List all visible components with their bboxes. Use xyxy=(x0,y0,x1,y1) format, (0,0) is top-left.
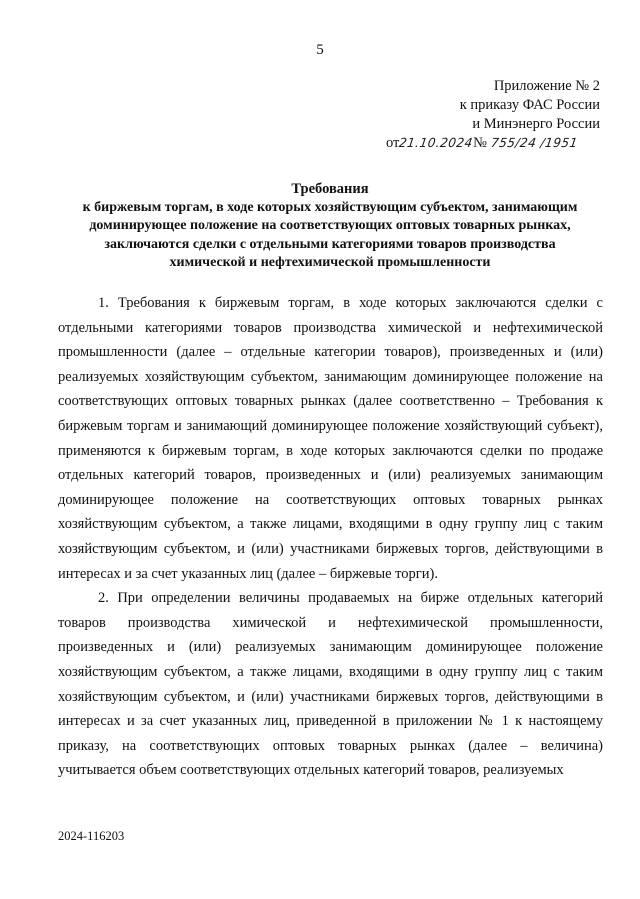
document-body xyxy=(58,291,603,783)
title-line: заключаются сделки с отдельными категориями товаров производства xyxy=(104,236,556,252)
handwritten-date: 21.10.2024 xyxy=(398,135,475,151)
document-title xyxy=(40,180,620,273)
title-line: к биржевым торгам, в ходе которых хозяйствующим субъектом, занимающим xyxy=(82,199,578,215)
appendix-order-line: к приказу ФАС России xyxy=(459,97,600,113)
title-heading: Требования xyxy=(291,181,369,197)
appendix-date-line xyxy=(370,134,600,153)
footer-document-code: 2024-116203 xyxy=(58,829,125,843)
title-line: доминирующее положение на соответствующих оптовых товарных рынках, xyxy=(89,218,571,233)
handwritten-number: 755/24 /1951 xyxy=(489,135,579,151)
title-line: химической и нефтехимической промышленности xyxy=(169,255,491,270)
paragraph-1: 1. Требования к биржевым торгам, в ходе которых заключаются сделки с отдельными категориями товаров производства химической и нефтехимической промышленности (далее – отдельные категории товаров), произведенных и (или) реализуемых хозяйствующим субъектом, занимающим доминирующее положение на соответствующих оптовых товарных рынках (далее соответственно – Требования к биржевым торгам и занимающий доминирующее положение хозяйствующий субъект), применяются к биржевым торгам, в ходе которых заключаются сделки по продаже отдельных категорий товаров, произведенных и (или) реализуемых занимающим доминирующее положение на соответствующих оптовых товарных рынках хозяйствующим субъектом, а также лицами, входящими в одну группу лиц с таким хозяйствующим субъектом, и (или) участниками биржевых торгов, действующими в интересах и за счет указанных лиц (далее – биржевые торги). xyxy=(58,295,603,582)
appendix-ministry-line: и Минэнерго России xyxy=(472,116,600,132)
number-label: № xyxy=(473,135,487,151)
appendix-title: Приложение № 2 xyxy=(493,78,600,94)
appendix-block xyxy=(370,77,600,153)
paragraph-2: 2. При определении величины продаваемых на бирже отдельных категорий товаров производства химической и нефтехимической промышленности, произведенных и (или) реализуемых занимающим доминирующее положение хозяйствующим субъектом, а также лицами, входящими в одну группу лиц с таким хозяйствующим субъектом, и (или) участниками биржевых торгов, действующими в интересах и за счет указанных лиц, приведенной в приложении № 1 к настоящему приказу, на соответствующих оптовых товарных рынках (далее – величина) учитывается объем соответствующих отдельных категорий товаров, реализуемых xyxy=(58,590,603,779)
from-label: от xyxy=(386,135,400,151)
page-number: 5 xyxy=(316,42,324,58)
